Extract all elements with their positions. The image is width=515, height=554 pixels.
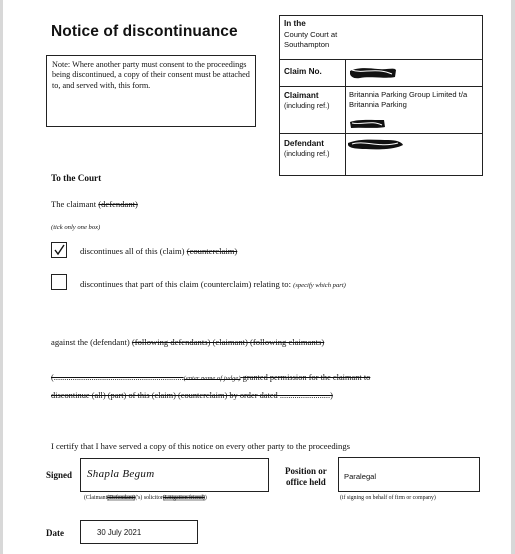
discontinue-part-text: discontinues that part of this claim (counterclaim) relating to:: [80, 279, 291, 289]
page-title: Notice of discontinuance: [51, 23, 238, 40]
caption-mid: ('s) solicitor: [135, 495, 163, 501]
position-value: Paralegal: [344, 472, 377, 481]
court-row: [280, 16, 482, 60]
discontinue-part-checkbox[interactable]: [51, 274, 67, 290]
discontinue-all-text: discontinues all of this (claim): [80, 246, 185, 256]
in-the-label: In the: [284, 19, 306, 28]
signature-field[interactable]: [80, 458, 269, 492]
claimant-row: [280, 87, 482, 134]
date-field[interactable]: [80, 520, 198, 544]
caption-suffix: ): [204, 495, 207, 501]
tick-only-one-instruction: (tick only one box): [51, 224, 101, 231]
checkmark-icon: [52, 243, 66, 257]
table-column-divider: [345, 60, 346, 175]
signature-value: Shapla Begum: [87, 468, 155, 480]
judge-permission-line-2: discontinue (all) (part) of this (claim) (counterclaim) by order dated ........................): [51, 391, 333, 400]
claimant-name[interactable]: Britannia Parking Group Limited t/a Britannia Parking: [349, 90, 468, 109]
position-label-line-2: office held: [286, 477, 326, 487]
against-line-text: against the (defendant): [51, 337, 130, 347]
caption-struck-defendant: (Defendant): [107, 495, 136, 501]
signed-label: Signed: [46, 470, 73, 480]
claim-no-row: [280, 60, 482, 87]
discontinue-part-label: [80, 279, 346, 289]
judge-dots: (..............................................................: [51, 373, 184, 382]
page-edge-right: [511, 0, 515, 554]
position-caption: (if signing on behalf of firm or company): [340, 495, 436, 501]
claimant-line: [51, 199, 138, 209]
page-edge-left: [0, 0, 3, 554]
discontinue-all-checkbox[interactable]: [51, 242, 67, 258]
defendant-sub-label: (including ref.): [284, 149, 330, 158]
claimant-sub-label: (including ref.): [284, 101, 330, 110]
claimant-line-struck: (defendant): [98, 199, 138, 209]
consent-note-box: [46, 55, 256, 127]
caption-prefix: (Claimant: [84, 495, 108, 501]
against-line: [51, 337, 324, 347]
claimant-label: Claimant: [284, 91, 319, 100]
court-details-table: [279, 15, 483, 176]
discontinue-all-struck: (counterclaim): [186, 246, 238, 256]
signer-capacity-caption: [84, 495, 207, 501]
judge-permission-line-1: [51, 373, 370, 382]
date-value: 30 July 2021: [97, 528, 142, 537]
judge-permission-rest: granted permission for the claimant to: [242, 373, 371, 382]
caption-struck-litigation-friend: (Litigation friend): [162, 495, 205, 501]
defendant-label: Defendant: [284, 139, 325, 148]
claim-no-label: Claim No.: [284, 67, 322, 76]
discontinue-part-specify: (specify which part): [293, 282, 346, 289]
date-label: Date: [46, 528, 64, 538]
position-label: [285, 466, 327, 488]
claimant-ref-redaction: [348, 117, 388, 131]
position-label-line-1: Position or: [285, 466, 327, 476]
against-line-struck: (following defendants) (claimant) (following claimants): [131, 337, 325, 347]
to-the-court-heading: To the Court: [51, 173, 102, 183]
consent-note-text: Note: Where another party must consent to the proceedings being discontinued, a copy of their consent must be attached to, and served with, this form.: [52, 60, 250, 90]
defendant-row: [280, 134, 482, 175]
court-name[interactable]: County Court at Southampton: [284, 30, 338, 49]
position-field[interactable]: [338, 457, 480, 492]
claim-no-redaction: [348, 65, 398, 81]
certify-statement: I certify that I have served a copy of this notice on every other party to the proceedings: [51, 441, 350, 451]
claimant-line-text: The claimant: [51, 199, 97, 209]
defendant-redaction: [346, 137, 406, 153]
judge-name-hint: (enter name of judge): [183, 375, 241, 382]
discontinue-all-label: [80, 246, 237, 256]
